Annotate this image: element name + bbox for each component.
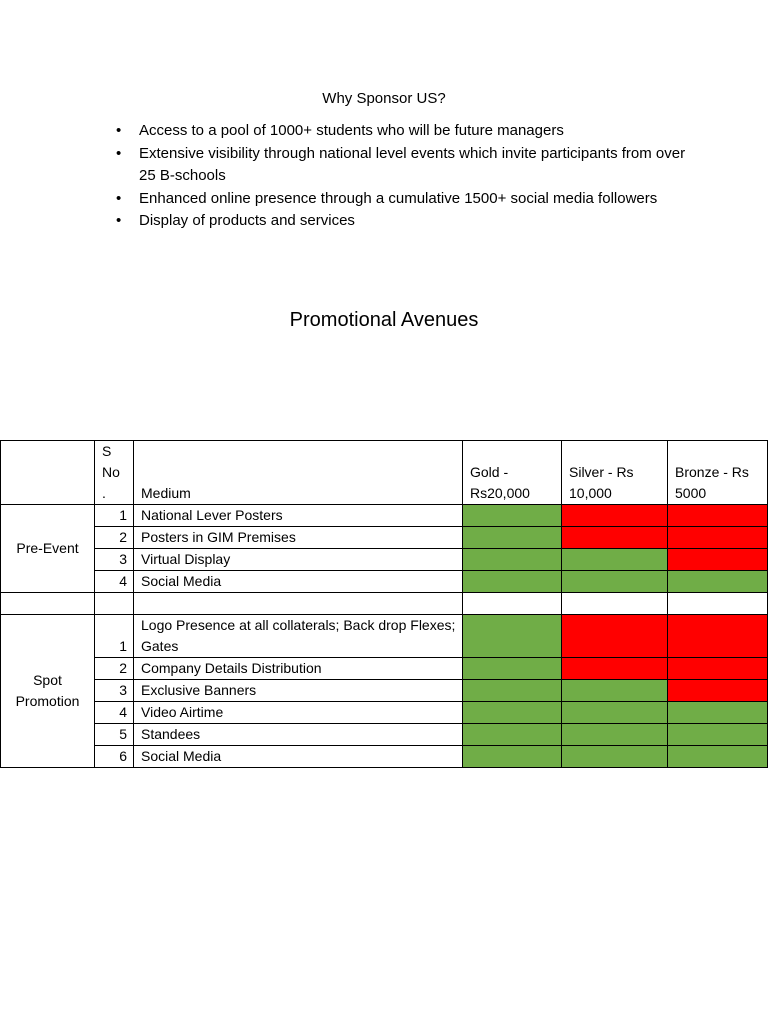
header-sno-line: S — [102, 443, 112, 459]
table-row — [1, 702, 768, 724]
tier-bronze-cell — [668, 527, 768, 549]
sno-cell: 4 — [95, 702, 134, 724]
header-silver-line: Silver - Rs — [569, 464, 634, 480]
tier-gold-cell — [463, 527, 562, 549]
spacer-cell — [95, 593, 134, 615]
category-pre-event: Pre-Event — [1, 505, 95, 593]
tier-bronze-cell — [668, 549, 768, 571]
header-silver-cell — [562, 441, 668, 505]
tier-bronze-cell — [668, 702, 768, 724]
tier-bronze-cell — [668, 680, 768, 702]
tier-silver-cell — [562, 658, 668, 680]
benefit-text: Extensive visibility through national level events which invite participants from over 25 B-schools — [139, 144, 686, 184]
benefit-item — [116, 210, 696, 233]
medium-cell: Video Airtime — [134, 702, 463, 724]
tier-bronze-cell — [668, 746, 768, 768]
spacer-cell — [668, 593, 768, 615]
header-gold-line: Rs20,000 — [470, 485, 530, 501]
tier-silver-cell — [562, 702, 668, 724]
header-bronze-line: 5000 — [675, 485, 707, 501]
category-spot-promotion — [1, 615, 95, 768]
header-sno-line: No — [102, 464, 120, 480]
table-row — [1, 571, 768, 593]
spacer-row — [1, 593, 768, 615]
tier-gold-cell — [463, 505, 562, 527]
sno-cell: 4 — [95, 571, 134, 593]
category-line: Spot — [33, 672, 62, 688]
benefit-text: Display of products and services — [139, 212, 355, 229]
header-gold-line: Gold - — [470, 464, 509, 480]
medium-cell: Posters in GIM Premises — [134, 527, 463, 549]
sno-cell: 2 — [95, 527, 134, 549]
bullet-icon: • — [116, 212, 122, 229]
medium-cell: Virtual Display — [134, 549, 463, 571]
sno-cell: 3 — [95, 549, 134, 571]
header-bronze-cell — [668, 441, 768, 505]
why-sponsor-title: Why Sponsor US? — [322, 90, 446, 107]
promotional-avenues-table — [0, 440, 768, 768]
tier-bronze-cell — [668, 658, 768, 680]
benefit-item — [116, 143, 696, 188]
tier-silver-cell — [562, 549, 668, 571]
medium-cell: Exclusive Banners — [134, 680, 463, 702]
sno-cell: 2 — [95, 658, 134, 680]
table-row — [1, 505, 768, 527]
tier-bronze-cell — [668, 505, 768, 527]
table-row — [1, 746, 768, 768]
header-bronze-line: Bronze - Rs — [675, 464, 749, 480]
medium-cell: National Lever Posters — [134, 505, 463, 527]
tier-silver-cell — [562, 505, 668, 527]
header-gold-cell — [463, 441, 562, 505]
bullet-icon: • — [116, 144, 122, 162]
header-sno-cell — [95, 441, 134, 505]
tier-gold-cell — [463, 615, 562, 658]
tier-silver-cell — [562, 724, 668, 746]
sno-cell: 3 — [95, 680, 134, 702]
tier-gold-cell — [463, 571, 562, 593]
header-sno-line: . — [102, 485, 106, 501]
table-row — [1, 724, 768, 746]
tier-bronze-cell — [668, 724, 768, 746]
tier-bronze-cell — [668, 615, 768, 658]
header-category-cell — [1, 441, 95, 505]
benefit-item — [116, 120, 696, 143]
benefit-text: Access to a pool of 1000+ students who will be future managers — [139, 122, 564, 139]
tier-gold-cell — [463, 724, 562, 746]
spacer-cell — [463, 593, 562, 615]
promotional-avenues-title: Promotional Avenues — [289, 309, 479, 331]
spacer-cell — [1, 593, 95, 615]
tier-silver-cell — [562, 746, 668, 768]
tier-gold-cell — [463, 658, 562, 680]
benefit-item — [116, 188, 696, 211]
table-row — [1, 549, 768, 571]
category-line: Promotion — [15, 693, 80, 709]
tier-silver-cell — [562, 680, 668, 702]
tier-gold-cell — [463, 549, 562, 571]
table-row — [1, 615, 768, 658]
tier-silver-cell — [562, 615, 668, 658]
spacer-cell — [134, 593, 463, 615]
sno-cell: 5 — [95, 724, 134, 746]
table-header-row — [1, 441, 768, 505]
sno-cell: 1 — [95, 505, 134, 527]
benefits-list — [116, 120, 696, 233]
bullet-icon: • — [116, 122, 122, 139]
header-silver-line: 10,000 — [569, 485, 612, 501]
table-row — [1, 658, 768, 680]
table-row — [1, 527, 768, 549]
header-medium-cell: Medium — [134, 441, 463, 505]
tier-silver-cell — [562, 527, 668, 549]
medium-cell: Logo Presence at all collaterals; Back drop Flexes; Gates — [134, 615, 463, 658]
medium-cell: Social Media — [134, 571, 463, 593]
sno-cell: 6 — [95, 746, 134, 768]
table-row — [1, 680, 768, 702]
sno-cell: 1 — [95, 615, 134, 658]
medium-cell: Standees — [134, 724, 463, 746]
spacer-cell — [562, 593, 668, 615]
tier-bronze-cell — [668, 571, 768, 593]
medium-cell: Social Media — [134, 746, 463, 768]
benefit-text: Enhanced online presence through a cumulative 1500+ social media followers — [139, 189, 658, 207]
tier-gold-cell — [463, 680, 562, 702]
tier-gold-cell — [463, 702, 562, 724]
bullet-icon: • — [116, 189, 122, 207]
tier-silver-cell — [562, 571, 668, 593]
tier-gold-cell — [463, 746, 562, 768]
medium-cell: Company Details Distribution — [134, 658, 463, 680]
